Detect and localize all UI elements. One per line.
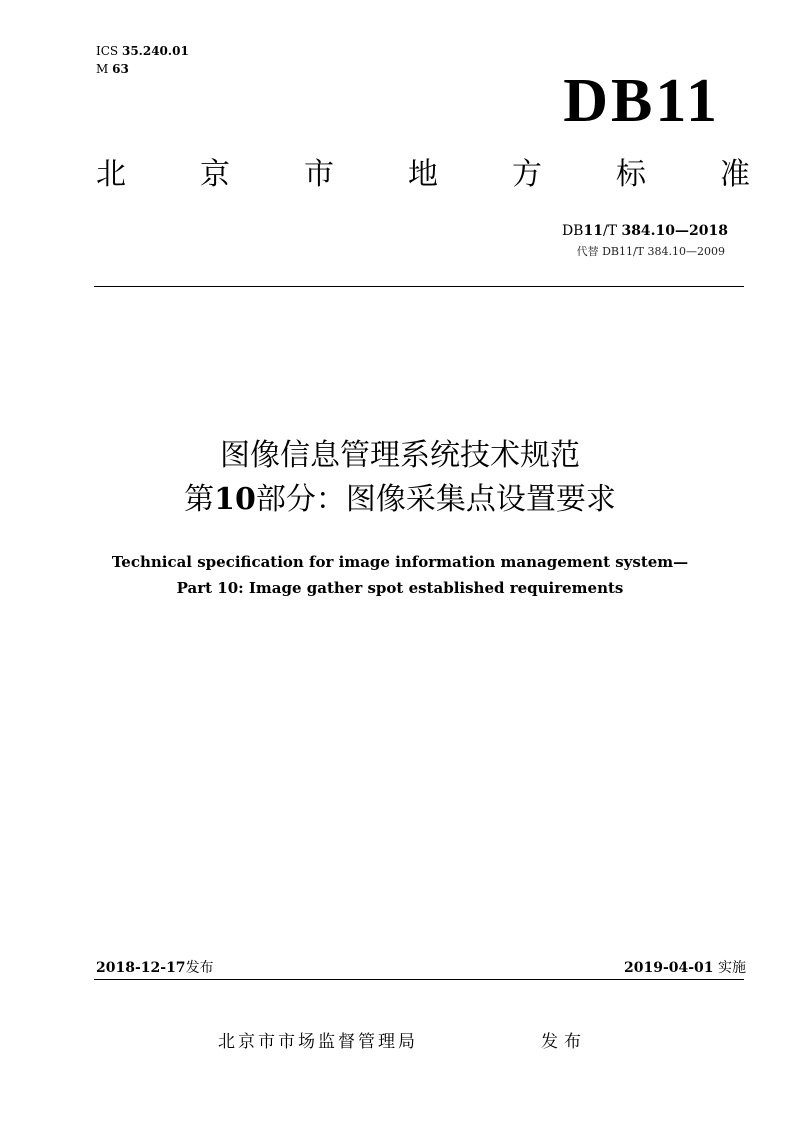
db-logo: DB11 [563, 67, 720, 135]
issue-label: 发布 [185, 960, 214, 976]
title-cn-line2 [0, 480, 800, 520]
classification-code [96, 60, 189, 78]
footer-divider [94, 979, 744, 980]
standard-type-char: 京 [200, 157, 230, 192]
ics-code [96, 42, 189, 60]
std-prefix: DB [561, 223, 584, 239]
std-suffix: /T [602, 223, 617, 239]
standard-type-title [96, 157, 750, 193]
replaces-note: 代替 DB11/T 384.10—2009 [576, 245, 725, 258]
implement-date: 2019-04-01 [623, 960, 714, 976]
title-en-line1: Technical specification for image information management system— [111, 553, 689, 571]
standard-type-char: 北 [96, 157, 126, 192]
title-en-line2: Part 10: Image gather spot established requirements [176, 579, 624, 597]
title-cn-line2-post: 部分：图像采集点设置要求 [255, 482, 616, 517]
standard-type-char: 地 [408, 157, 438, 192]
ics-value: 35.240.01 [121, 44, 189, 58]
standard-number [562, 222, 728, 240]
title-cn-line2-pre: 第 [184, 482, 215, 517]
std-code: 11 [583, 223, 603, 239]
publish-action: 发布 [541, 1032, 587, 1052]
standard-type-char: 标 [616, 157, 646, 192]
standard-type-char: 方 [512, 157, 542, 192]
header-divider [94, 286, 744, 287]
class-label: M [96, 62, 109, 76]
ics-block [96, 42, 189, 78]
standard-type-char: 市 [304, 157, 334, 192]
std-number: 384.10—2018 [621, 223, 728, 239]
implement-label: 实施 [718, 960, 746, 976]
title-part-number: 10 [214, 482, 256, 517]
ics-label: ICS [96, 44, 119, 58]
issue-date-block [96, 958, 214, 978]
publisher-name: 北京市市场监督管理局 [218, 1032, 418, 1052]
title-cn-line1: 图像信息管理系统技术规范 [220, 438, 580, 473]
implement-date-block [624, 958, 746, 978]
issue-date: 2018-12-17 [96, 960, 186, 976]
class-value: 63 [112, 62, 129, 76]
standard-type-char: 准 [720, 157, 750, 192]
